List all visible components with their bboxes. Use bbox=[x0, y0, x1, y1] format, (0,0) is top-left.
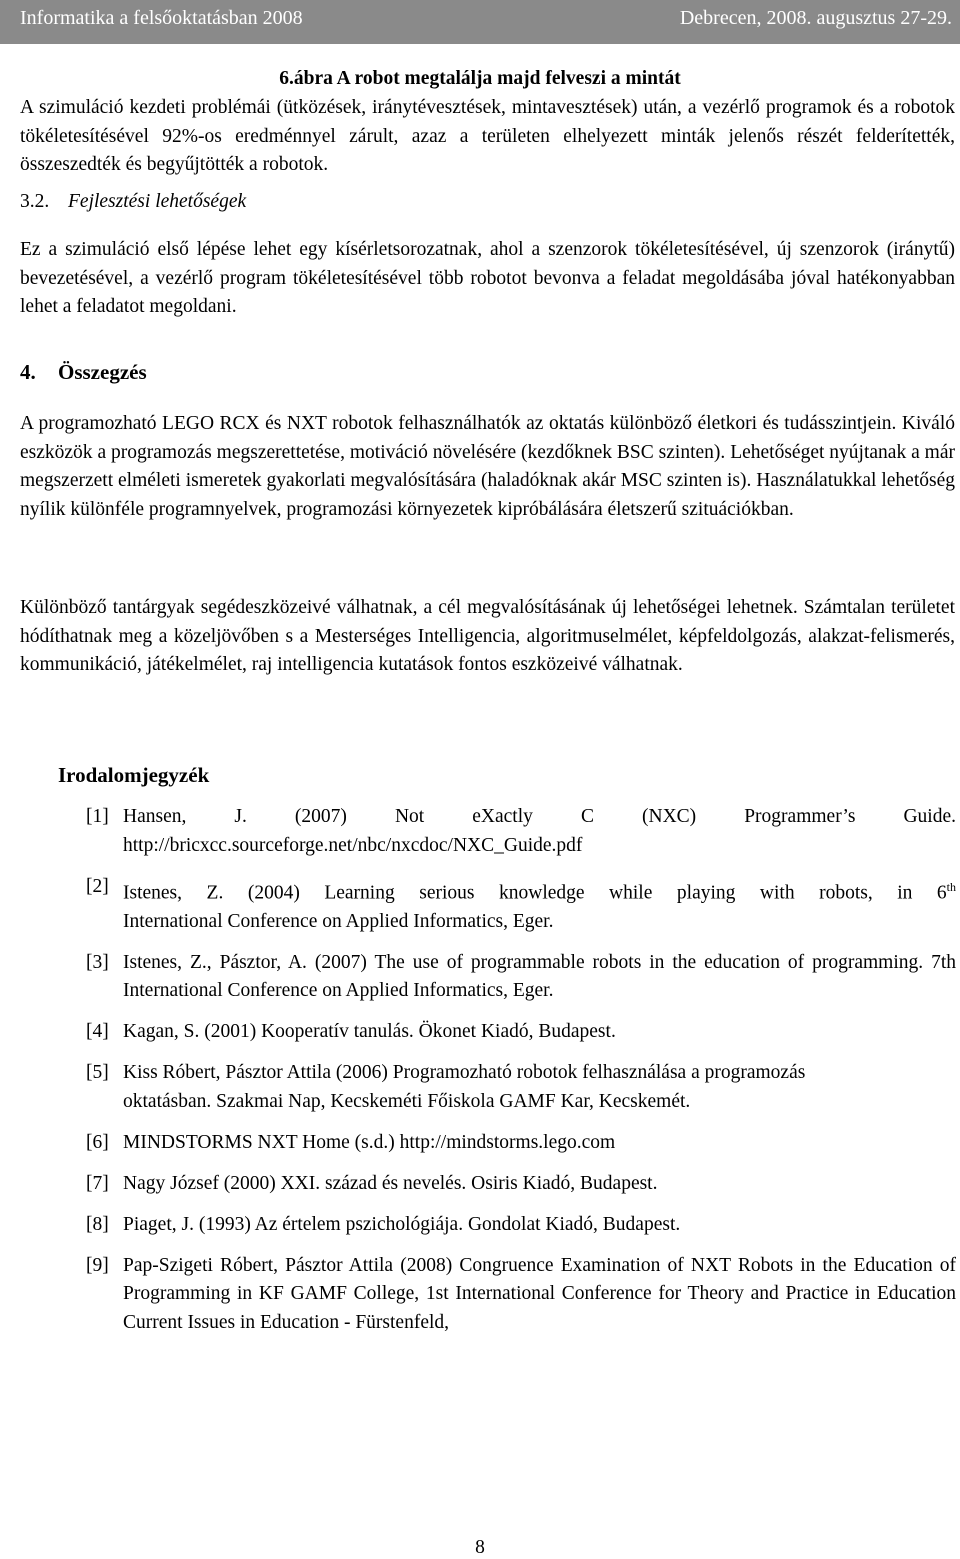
intro-paragraph: A szimuláció kezdeti problémái (ütközések, iránytévesztések, mintavesztések) után, a vezérlő programok és a robotok tökéletesítésével 92%-os eredménnyel zárult, azaz a területen elhelyezett minták jelenős részét felderítették, összeszedték és begyűjtötték a robotok. bbox=[20, 97, 955, 175]
reference-number: [2] bbox=[86, 875, 109, 897]
page-header bbox=[0, 0, 960, 44]
section-3-2-heading bbox=[20, 191, 246, 213]
reference-item bbox=[86, 1129, 956, 1158]
reference-number: [3] bbox=[86, 951, 109, 973]
page-number: 8 bbox=[475, 1537, 485, 1558]
section-4-paragraph-1: A programozható LEGO RCX és NXT robotok felhasználhatók az oktatás különböző életkori és tudásszintjein. Kiváló eszközök a programozás megszerettetése, motiváció növelésére (kezdőknek BSC szinten). Lehetőséget nyújtanak a már megszerzett elméleti ismeretek gyakorlati megvalósítására (haladóknak akár MSC szinten is). Használatukkal lehetőség nyílik különféle programnyelvek, programozási környezetek kipróbálására életszerű szituációkban. bbox=[20, 413, 955, 520]
section-3-2-title: Fejlesztési lehetőségek bbox=[68, 191, 247, 212]
reference-number: [1] bbox=[86, 806, 109, 827]
reference-text: Kiss Róbert, Pásztor Attila (2006) Programozható robotok felhasználása a programozás bbox=[123, 1062, 806, 1083]
section-4-heading bbox=[20, 360, 147, 385]
reference-number: [7] bbox=[86, 1172, 109, 1194]
reference-number: [6] bbox=[86, 1131, 109, 1153]
reference-item bbox=[86, 1170, 956, 1199]
reference-text: Hansen, J. (2007) Not eXactly C (NXC) Programmer’s Guide. bbox=[123, 806, 956, 827]
reference-item bbox=[86, 1059, 956, 1116]
reference-number: [8] bbox=[86, 1213, 109, 1235]
reference-text: Piaget, J. (1993) Az értelem pszichológiája. Gondolat Kiadó, Budapest. bbox=[123, 1213, 681, 1235]
reference-text: Istenes, Z. (2004) Learning serious knowledge while playing with robots, in 6 bbox=[123, 882, 947, 903]
section-3-2-number: 3.2. bbox=[20, 191, 50, 212]
reference-item bbox=[86, 873, 956, 937]
references-list bbox=[86, 803, 956, 1350]
section-3-2-paragraph: Ez a szimuláció első lépése lehet egy kísérletsorozatnak, ahol a szenzorok tökéletesítésével, új szenzorok (iránytű) bevezetésével, a vezérlő program tökéletesítésével több robotot bevonva a feladat megoldásába jóval hatékonyabban lehet a feladatot megoldani. bbox=[20, 239, 955, 317]
reference-text: Kagan, S. (2001) Kooperatív tanulás. Ökonet Kiadó, Budapest. bbox=[123, 1021, 616, 1042]
reference-item bbox=[86, 1252, 956, 1338]
reference-item bbox=[86, 803, 956, 860]
figure-caption: 6.ábra A robot megtalálja majd felveszi a mintát bbox=[279, 68, 681, 89]
reference-text-continued: International Conference on Applied Informatics, Eger. bbox=[123, 910, 554, 932]
reference-number: [5] bbox=[86, 1062, 109, 1083]
section-4-title: Összegzés bbox=[58, 360, 147, 384]
section-4-paragraph-2: Különböző tantárgyak segédeszközeivé válhatnak, a cél megvalósításának új lehetőségei lehetnek. Számtalan területet hódíthatnak meg a közeljövőben s a Mesterséges Intelligencia, algoritmuselmélet, képfeldolgozás, alakzat-felismerés, kommunikáció, játékelmélet, raj intelligencia kutatások fontos eszközeivé válhatnak. bbox=[20, 597, 955, 675]
reference-text-continued: oktatásban. Szakmai Nap, Kecskeméti Főiskola GAMF Kar, Kecskemét. bbox=[123, 1090, 691, 1112]
reference-url: http://bricxcc.sourceforge.net/nbc/nxcdoc/NXC_Guide.pdf bbox=[123, 834, 583, 856]
reference-text: Pap-Szigeti Róbert, Pásztor Attila (2008) Congruence Examination of NXT Robots in the Education of Programming in KF GAMF College, 1st International Conference for Theory and Practice in Education Current Issues in Education - Fürstenfeld, bbox=[123, 1254, 956, 1333]
reference-text: Istenes, Z., Pásztor, A. (2007) The use of programmable robots in the education of programming. 7th International Conference on Applied Informatics, Eger. bbox=[123, 951, 956, 1001]
header-left-text: Informatika a felsőoktatásban 2008 bbox=[20, 7, 303, 29]
reference-text: MINDSTORMS NXT Home (s.d.) http://mindstorms.lego.com bbox=[123, 1131, 616, 1153]
reference-item bbox=[86, 1018, 956, 1047]
reference-item bbox=[86, 949, 956, 1006]
reference-number: [9] bbox=[86, 1254, 109, 1276]
section-4-number: 4. bbox=[20, 360, 36, 384]
reference-superscript: th bbox=[946, 879, 956, 894]
header-right-text: Debrecen, 2008. augusztus 27-29. bbox=[679, 7, 952, 29]
reference-item bbox=[86, 1211, 956, 1240]
references-title: Irodalomjegyzék bbox=[58, 763, 210, 787]
reference-number: [4] bbox=[86, 1021, 109, 1042]
reference-text: Nagy József (2000) XXI. század és nevelés. Osiris Kiadó, Budapest. bbox=[123, 1172, 658, 1194]
